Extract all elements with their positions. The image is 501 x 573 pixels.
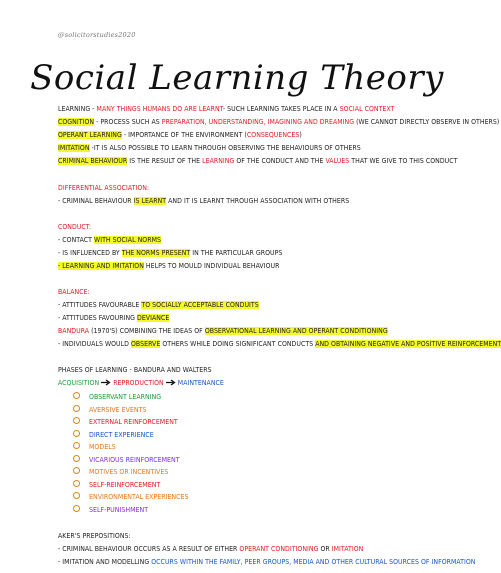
text: (WE CANNOT DIRECTLY OBSERVE IN OTHERS) xyxy=(354,118,500,126)
circle-bullet-icon xyxy=(73,430,80,437)
text: THE NORMS PRESENT xyxy=(121,249,191,257)
circle-bullet-icon xyxy=(73,392,80,399)
list-item-label: MOTIVES OR INCENTIVES xyxy=(89,468,169,476)
list-item xyxy=(73,430,154,440)
learning-line xyxy=(58,105,434,114)
text: - ATTITUDES FAVOURING xyxy=(58,314,138,322)
aker-line-2 xyxy=(58,558,476,567)
list-item-label: DIRECT EXPERIENCE xyxy=(89,430,154,439)
page-title: Social Learning Theory xyxy=(30,58,444,98)
text: MANY THINGS HUMANS DO ARE LEARNT xyxy=(96,105,223,113)
circle-bullet-icon xyxy=(73,480,80,487)
text: OR xyxy=(318,545,332,553)
text: - IMITATION AND MODELLING xyxy=(58,558,152,566)
criminal-line xyxy=(58,157,458,166)
list-item xyxy=(73,480,160,490)
text: HELPS TO MOULD INDIVIDUAL BEHAVIOUR xyxy=(143,262,280,270)
text: - LEARNING AND IMITATION xyxy=(58,262,144,270)
phases-heading: PHASES OF LEARNING - BANDURA AND WALTERS xyxy=(58,366,212,374)
list-item xyxy=(73,505,148,515)
aker-line-1 xyxy=(58,545,434,554)
text: (1970'S) COMBINING THE IDEAS OF xyxy=(89,327,205,335)
list-item xyxy=(73,455,180,465)
text: IS LEARNT xyxy=(133,197,167,205)
text: PREPARATION, UNDERSTANDING, IMAGINING AND DREAMING xyxy=(161,118,355,126)
circle-bullet-icon xyxy=(73,492,80,499)
text: OBSERVE xyxy=(131,340,161,348)
text: OF THE CONDUCT AND THE xyxy=(234,157,326,165)
circle-bullet-icon xyxy=(73,442,80,449)
text: - IMPORTANCE OF THE ENVIRONMENT ( xyxy=(121,131,247,139)
circle-bullet-icon xyxy=(73,505,80,512)
text: OTHERS WHILE DOING SIGNIFICANT CONDUCTS xyxy=(160,340,316,348)
list-item xyxy=(73,442,116,452)
text: DEVIANCE xyxy=(137,314,170,322)
circle-bullet-icon xyxy=(73,405,80,412)
list-item-label: SELF-REINFORCEMENT xyxy=(89,480,161,489)
text: -IT IS ALSO POSSIBLE TO LEARN THROUGH OBSERVING THE BEHAVIOURS OF OTHERS xyxy=(89,144,361,152)
text: IN THE PARTICULAR GROUPS xyxy=(190,249,283,257)
text: OPERANT CONDITIONING xyxy=(239,545,319,553)
balance-line-4 xyxy=(58,340,501,349)
list-item xyxy=(73,467,168,477)
phase-reproduction: REPRODUCTION xyxy=(113,379,164,387)
conduct-heading: CONDUCT: xyxy=(58,223,92,231)
list-item-label: AVERSIVE EVENTS xyxy=(89,405,147,414)
text: - INDIVIDUALS WOULD xyxy=(58,340,131,348)
arrow-right-icon xyxy=(166,379,176,386)
text: VALUES xyxy=(325,157,350,165)
phase-acquisition: ACQUISITION xyxy=(58,379,100,387)
circle-bullet-icon xyxy=(73,467,80,474)
list-item-label: ENVIRONMENTAL EXPERIENCES xyxy=(89,493,189,501)
list-item-label: SELF-PUNISHMENT xyxy=(89,505,149,514)
text: - CRIMINAL BEHAVIOUR xyxy=(58,197,134,205)
text: AND OBTAINING NEGATIVE AND POSITIVE REINFORCEMENT xyxy=(315,340,501,348)
differential-line xyxy=(58,197,434,206)
balance-line-1 xyxy=(58,301,434,310)
circle-bullet-icon xyxy=(73,455,80,462)
text: IS THE RESULT OF THE xyxy=(127,157,203,165)
circle-bullet-icon xyxy=(73,417,80,424)
text: SOCIAL CONTEXT xyxy=(339,105,395,113)
text: IMITATION xyxy=(58,144,90,152)
text: - PROCESS SUCH AS xyxy=(94,118,162,126)
aker-heading: AKER'S PREPOSITIONS: xyxy=(58,532,131,540)
list-item-label: OBSERVANT LEARNING xyxy=(89,393,162,401)
conduct-line-2 xyxy=(58,249,434,258)
text: AND IT IS LEARNT THROUGH ASSOCIATION WITH OTHERS xyxy=(166,197,350,205)
text: COGNITION xyxy=(58,118,95,126)
conduct-line-3 xyxy=(58,262,434,271)
conduct-line-1 xyxy=(58,236,434,245)
list-item xyxy=(73,417,178,427)
text: CONSEQUENCES xyxy=(246,131,300,139)
text: CRIMINAL BEHAVIOUR xyxy=(58,157,128,165)
text: - CRIMINAL BEHAVIOUR OCCURS AS A RESULT OF EITHER xyxy=(58,545,240,553)
watermark: @solicitorstudies2020 xyxy=(58,31,136,39)
list-item xyxy=(73,492,189,502)
text: - IS INFLUENCED BY xyxy=(58,249,122,257)
arrow-right-icon xyxy=(101,379,111,386)
text: - ATTITUDES FAVOURABLE xyxy=(58,301,142,309)
text: THAT WE GIVE TO THIS CONDUCT xyxy=(349,157,458,165)
text: OBSERVATIONAL LEARNING AND OPERANT CONDITIONING xyxy=(204,327,388,335)
cognition-line xyxy=(58,118,500,127)
balance-line-2 xyxy=(58,314,434,323)
text: TO SOCIALLY ACCEPTABLE CONDUITS xyxy=(141,301,259,309)
imitation-line xyxy=(58,144,434,153)
balance-heading: BALANCE: xyxy=(58,288,90,296)
list-item xyxy=(73,392,161,402)
list-item xyxy=(73,405,146,415)
balance-line-3 xyxy=(58,327,434,336)
text: - SUCH LEARNING TAKES PLACE IN A xyxy=(222,105,340,113)
list-item-label: EXTERNAL REINFORCEMENT xyxy=(89,418,178,426)
differential-heading: DIFFERENTIAL ASSOCIATION: xyxy=(58,184,150,192)
text: BANDURA xyxy=(58,327,90,335)
text: OCCURS WITHIN THE FAMILY, PEER GROUPS, MEDIA AND OTHER CULTURAL SOURCES OF INFORMATION xyxy=(151,558,476,566)
text: IMITATION xyxy=(331,545,364,553)
text: WITH SOCIAL NORMS xyxy=(94,236,161,244)
operant-line xyxy=(58,131,434,140)
list-item-label: VICARIOUS REINFORCEMENT xyxy=(89,455,180,464)
text: LEARNING xyxy=(202,157,235,165)
phases-sequence xyxy=(58,379,434,388)
text: - CONTACT xyxy=(58,236,95,244)
text: OPERANT LEARNING xyxy=(58,131,122,139)
text: ) xyxy=(299,131,302,139)
phase-maintenance: MAINTENANCE xyxy=(177,379,224,387)
list-item-label: MODELS xyxy=(89,443,116,451)
text: LEARNING - xyxy=(58,105,97,113)
